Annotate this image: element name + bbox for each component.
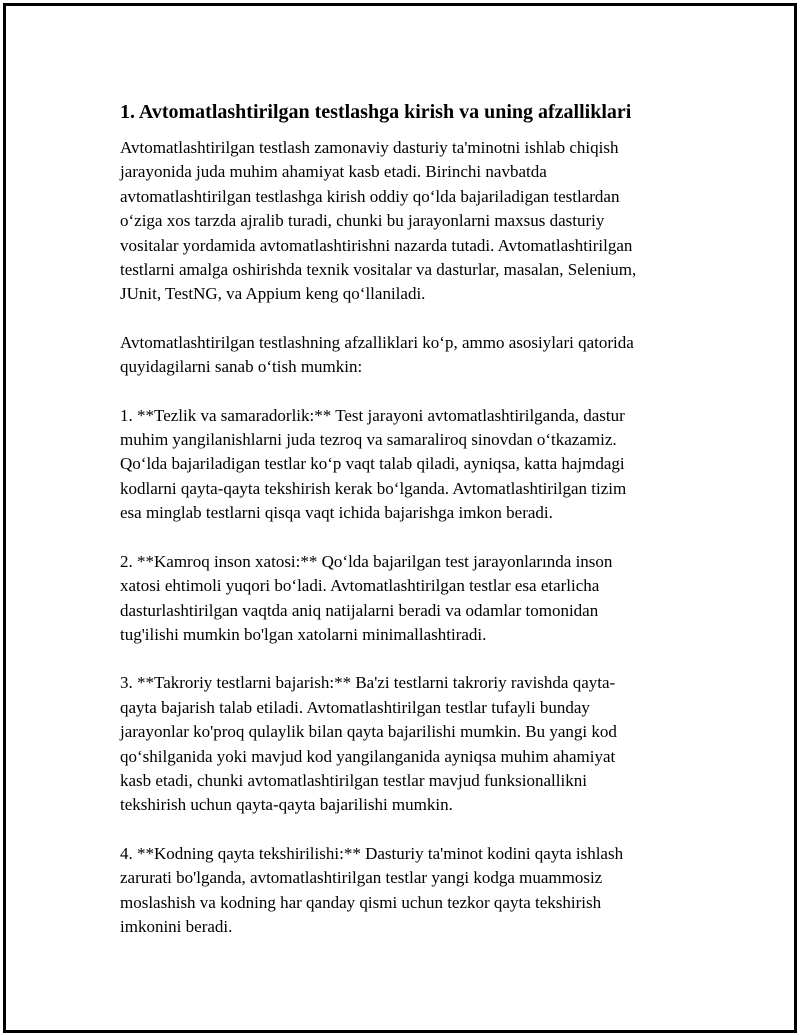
text-line: tug'ilishi mumkin bo'lgan xatolarni minimallashtiradi. <box>120 624 487 644</box>
text-line: Avtomatlashtirilgan testlash zamonaviy dasturiy ta'minotni ishlab chiqish <box>120 138 619 157</box>
document-body <box>120 98 700 963</box>
text-line: tekshirish uchun qayta-qayta bajarilishi mumkin. <box>120 795 453 815</box>
text-line: moslashish va kodning har qanday qismi uchun tezkor qayta tekshirish <box>120 892 602 912</box>
text-line: Avtomatlashtirilgan testlashning afzalliklari ko‘p, ammo asosiylari qatorida <box>120 332 634 352</box>
text-line: o‘ziga xos tarzda ajralib turadi, chunki bu jarayonlarni maxsus dasturiy <box>120 211 605 231</box>
text-line: testlarni amalga oshirishda texnik vositalar va dasturlar, masalan, Selenium, <box>120 260 637 280</box>
text-line: avtomatlashtirilgan testlashga kirish oddiy qo‘lda bajariladigan testlardan <box>120 186 620 206</box>
paragraph-item-4 <box>120 842 700 940</box>
text-line: quyidagilarni sanab o‘tish mumkin: <box>120 357 363 377</box>
text-line: vositalar yordamida avtomatlashtirishni nazarda tutadi. Avtomatlashtirilgan <box>120 235 633 255</box>
page-frame <box>3 3 797 1033</box>
paragraph-intro <box>120 136 700 307</box>
paragraph-item-3 <box>120 671 700 817</box>
text-line: qayta bajarish talab etiladi. Avtomatlashtirilgan testlar tufayli bunday <box>120 697 590 717</box>
paragraph-item-2 <box>120 550 700 648</box>
text-line: 1. **Tezlik va samaradorlik:** Test jarayoni avtomatlashtirilganda, dastur <box>120 405 625 425</box>
text-line: jarayonlar ko'proq qulaylik bilan qayta bajarilishi mumkin. Bu yangi kod <box>120 722 617 742</box>
text-line: imkonini beradi. <box>120 916 233 936</box>
paragraph-advantages-intro <box>120 331 700 380</box>
text-line: 2. **Kamroq inson xatosi:** Qo‘lda bajarilgan test jarayonlarında inson <box>120 551 613 571</box>
text-line: esa minglab testlarni qisqa vaqt ichida bajarishga imkon beradi. <box>120 503 553 523</box>
paragraph-item-1 <box>120 404 700 526</box>
text-line: 4. **Kodning qayta tekshirilishi:** Dasturiy ta'minot kodini qayta ishlash <box>120 843 624 863</box>
text-line: 3. **Takroriy testlarni bajarish:** Ba'zi testlarni takroriy ravishda qayta- <box>120 673 616 693</box>
text-line: kasb etadi, chunki avtomatlashtirilgan testlar mavjud funksionallikni <box>120 770 587 790</box>
text-line: kodlarni qayta-qayta tekshirish kerak bo‘lganda. Avtomatlashtirilgan tizim <box>120 478 627 498</box>
text-line: dasturlashtirilgan vaqtda aniq natijalarni beradi va odamlar tomonidan <box>120 600 599 620</box>
text-line: Qo‘lda bajariladigan testlar ko‘p vaqt talab qiladi, ayniqsa, katta hajmdagi <box>120 454 625 474</box>
text-line: xatosi ehtimoli yuqori bo‘ladi. Avtomatlashtirilgan testlar esa etarlicha <box>120 576 600 596</box>
text-line: qo‘shilganida yoki mavjud kod yangilanganida ayniqsa muhim ahamiyat <box>120 746 616 766</box>
section-heading: 1. Avtomatlashtirilgan testlashga kirish va uning afzalliklari <box>120 101 632 123</box>
text-line: jarayonida juda muhim ahamiyat kasb etadi. Birinchi navbatda <box>120 162 547 182</box>
text-line: muhim yangilanishlarni juda tezroq va samaraliroq sinovdan o‘tkazamiz. <box>120 430 617 450</box>
text-line: JUnit, TestNG, va Appium keng qo‘llaniladi. <box>120 284 426 304</box>
text-line: zarurati bo'lganda, avtomatlashtirilgan testlar yangi kodga muammosiz <box>120 868 603 888</box>
